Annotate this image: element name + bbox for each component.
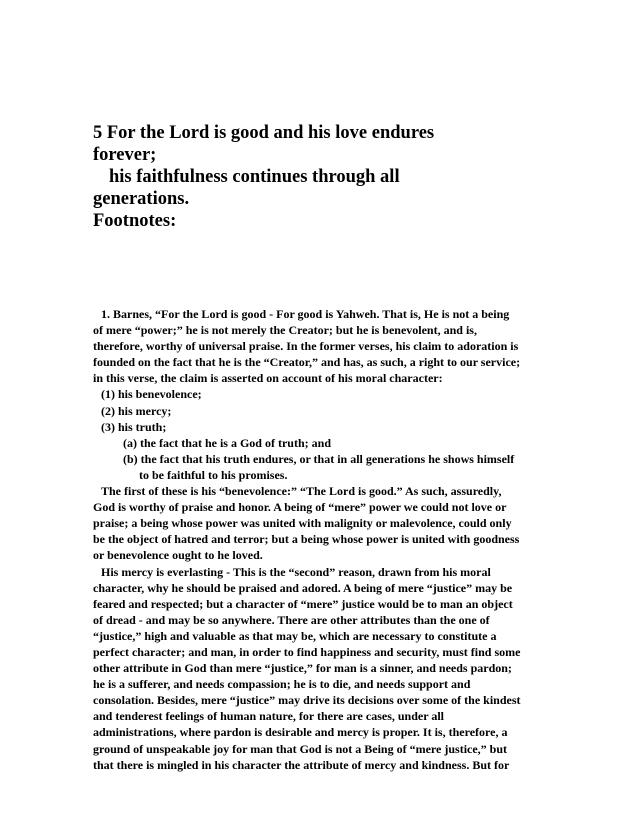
footnote-line: perfect character; and man, in order to find happiness and security, must find some (93, 644, 521, 659)
footnote-line: “justice,” high and valuable as that may be, which are necessary to constitute a (93, 628, 497, 643)
verse-heading (93, 122, 553, 232)
footnote-line: therefore, worthy of universal praise. In the former verses, his claim to adoration is (93, 339, 519, 354)
footnote-line: that there is mingled in his character the attribute of mercy and kindness. But for (93, 757, 510, 772)
footnote-line: of mere “power;” he is not merely the Creator; but he is benevolent, and is, (93, 323, 477, 338)
footnote-line: ground of unspeakable joy for man that God is not a Being of “mere justice,” but (93, 741, 508, 756)
footnote-line: God is worthy of praise and honor. A being of “mere” power we could not love or (93, 500, 507, 515)
footnote-line: in this verse, the claim is asserted on account of his moral character: (93, 371, 443, 386)
list-item: (3) his truth; (101, 419, 167, 434)
list-item: (1) his benevolence; (101, 387, 202, 402)
footnote-line: feared and respected; but a character of “mere” justice would be to man an object (93, 596, 513, 611)
footnote-line: or benevolence ought to he loved. (93, 548, 263, 563)
footnote-line: His mercy is everlasting - This is the “second” reason, drawn from his moral (101, 564, 491, 579)
footnote-body (93, 306, 553, 773)
sub-list-item: (b) the fact that his truth endures, or that in all generations he shows himself (123, 451, 515, 466)
verse-line-4: generations. (93, 189, 190, 209)
footnote-line: other attribute in God than mere “justice,” for man is a sinner, and needs pardon; (93, 661, 512, 676)
footnote-line: consolation. Besides, mere “justice” may drive its decisions over some of the kindest (93, 693, 521, 708)
footnote-line: he is a sufferer, and needs compassion; he is to die, and needs support and (93, 677, 471, 692)
footnote-line: of dread - and may be so anywhere. There are other attributes than the one of (93, 612, 490, 627)
footnotes-label: Footnotes: (93, 211, 177, 231)
footnote-line: be the object of hatred and terror; but a being whose power is united with goodness (93, 532, 520, 547)
footnote-line: administrations, where pardon is desirable and mercy is proper. It is, therefore, a (93, 725, 508, 740)
footnote-line: founded on the fact that he is the “Creator,” and has, as such, a right to our service; (93, 355, 521, 370)
footnote-line: The first of these is his “benevolence:” “The Lord is good.” As such, assuredly, (101, 484, 502, 499)
verse-line-1: 5 For the Lord is good and his love endures (93, 123, 435, 143)
sub-list-item: (a) the fact that he is a God of truth; and (123, 435, 331, 450)
verse-line-3: his faithfulness continues through all (109, 167, 400, 187)
footnote-line: praise; a being whose power was united with malignity or malevolence, could only (93, 516, 512, 531)
footnote-line: character, why he should be praised and adored. A being of mere “justice” may be (93, 580, 513, 595)
footnote-line: 1. Barnes, “For the Lord is good - For good is Yahweh. That is, He is not a being (101, 307, 510, 321)
list-item: (2) his mercy; (101, 403, 172, 418)
verse-line-2: forever; (93, 145, 157, 165)
footnote-line: and tenderest feelings of human nature, for there are cases, under all (93, 709, 444, 724)
sub-list-item-continuation: to be faithful to his promises. (139, 467, 288, 482)
